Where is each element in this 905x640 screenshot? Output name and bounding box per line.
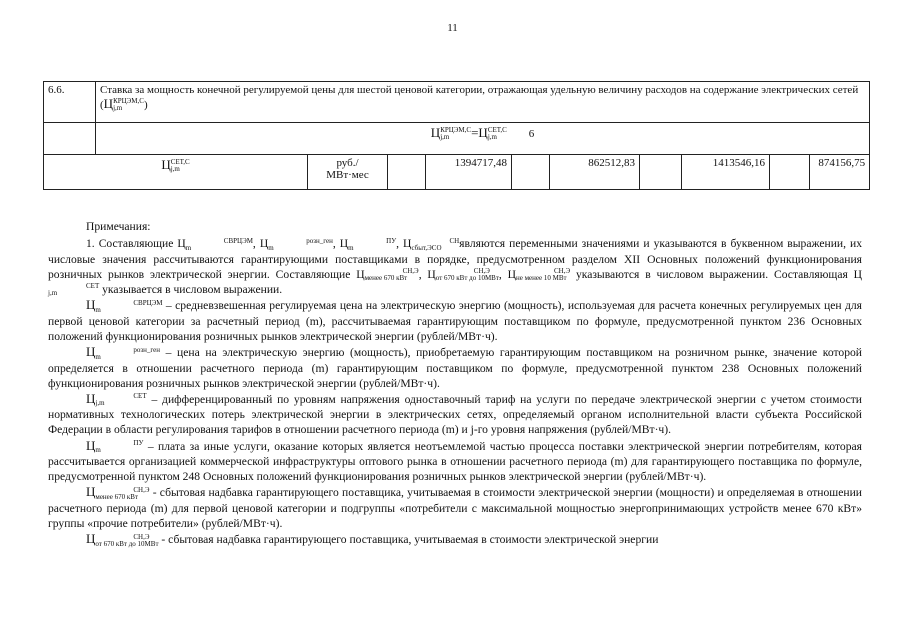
formula-cell: ЦКРЦЭМ,С j,m =ЦСЕТ,С j,m 6 (96, 123, 870, 155)
note-definition: Ц СН,Э от 670 кВт до 10МВт - сбытовая надбавка гарантирующего поставщика, учитываемая в стоимости электрической энергии (86, 531, 659, 548)
component-symbol: ЦСЕТ,С j,m (44, 155, 308, 190)
notes-section (48, 219, 862, 548)
value-cell: 874156,75 (810, 155, 870, 190)
value-cell: 1413546,16 (682, 155, 770, 190)
note-definition: Ц ПУ m – плата за иные услуги, оказание которых является неотъемлемой частью процесса поставки электрической энергии потребителям, которая рассчитывается организацией коммерческой инфраструктуры оптового рынка в отношении расчетного периода (m) для гарантирующего поставщика по формуле, предусмотренной пунктом 248 Основных положений функционирования розничных рынков электрической энергии (рублей/МВт·ч). (48, 437, 862, 484)
table-row (44, 155, 870, 190)
table-row (44, 123, 870, 155)
note-definition: Ц СВРЦЭМ m – средневзвешенная регулируемая цена на электрическую энергию (мощность), используемая для расчета конечных регулируемых цен для первой ценовой категории за расчетный период (m), рассчитываемая гарантирующим поставщиком по формуле, предусмотренной пунктом 236 Основных положений функционирования розничных рынков электрической энергии (рублей/МВт·ч). (48, 297, 862, 343)
value-cell: 862512,83 (550, 155, 640, 190)
table-row (44, 82, 870, 123)
tariff-table (43, 81, 870, 190)
note-paragraph: 1. Составляющие Ц СВРЦЭМ m , Ц розн_ген m , Ц ПУ m , Ц СН сбыт,ЭСО являются переменными значениями и указываются в буквенном выражении, их числовые значения рассчитываются гарантирующими поставщиками в порядке, предусмотренном разделом XII Основных положений функционирования розничных рынков электрической энергии. Составляющие Ц СН,Э менее 670 кВт , Ц СН,Э от 670 кВт до 10МВт, Ц СН,Э не менее 10 МВт указываются в числовом выражении. Составляющая ЦСЕТ j,m указывается в числовом выражении. (48, 236, 863, 298)
note-definition: Ц розн_ген m – цена на электрическую энергию (мощность), приобретаемую гарантирующим поставщиком на розничном рынке, значение которой определяется в отношении расчетного периода (m) гарантирующим поставщиком по формуле, предусмотренной пунктом 238 Основных положений функционирования розничных рынков электрической энергии (рублей/МВт·ч). (48, 344, 862, 390)
row-number: 6.6. (44, 82, 96, 123)
page-number: 11 (447, 22, 458, 34)
row-description: Ставка за мощность конечной регулируемой цены для шестой ценовой категории, отражающая удельную величину расходов на содержание электрических сетей (ЦКРЦЭМ,С j,m ) (96, 82, 870, 123)
note-definition: Ц СН,Э менее 670 кВт - сбытовая надбавка гарантирующего поставщика, учитываемая в стоимости электрической энергии (мощности) и определяемая в отношении расчетного периода (m) для первой ценовой категории и подгруппы «потребители с максимальной мощностью энергопринимающих устройств менее 670 кВт» группы «прочие потребители» (рублей/МВт·ч). (48, 484, 862, 530)
notes-heading: Примечания: (86, 220, 151, 233)
note-definition: Ц СЕТ j,m – дифференцированный по уровням напряжения одноставочный тариф на услуги по передаче электрической энергии с учетом стоимости нормативных технологических потерь электрической энергии в электрических сетях, определяемый органом исполнительной власти субъекта Российской Федерации в области регулирования тарифов в отношении расчетного периода (m) и j-го уровня напряжения (рублей/МВт·ч). (48, 390, 862, 437)
unit-cell: руб./ МВт·мес (308, 155, 388, 190)
value-cell: 1394717,48 (426, 155, 512, 190)
